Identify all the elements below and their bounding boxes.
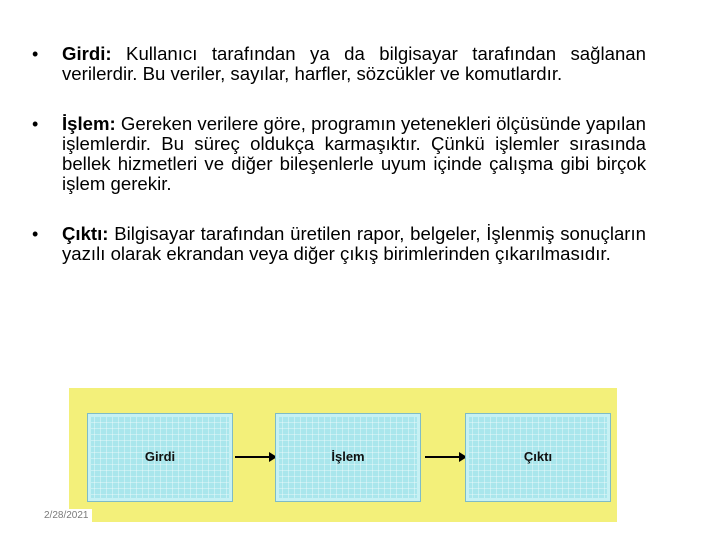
bullet-girdi [32, 44, 646, 84]
text-islem: Gereken verilere göre, programın yetenekleri ölçüsünde yapılan işlemlerdir. Bu süreç oldukça karmaşıktır. Çünkü işlemler sırasında bellek hizmetleri ve diğer bileşenlerle uyum içinde çalışma gibi birçok işlem gerekir. [62, 113, 646, 194]
bullet-cikti [32, 224, 646, 264]
slide-date: 2/28/2021 [41, 509, 92, 522]
bullet-dot: • [32, 44, 39, 64]
term-cikti: Çıktı: [62, 223, 109, 244]
bullet-list [32, 44, 646, 264]
arrow-islem-to-cikti [425, 456, 465, 458]
text-girdi: Kullanıcı tarafından ya da bilgisayar tarafından sağlanan verilerdir. Bu veriler, sayılar, harfler, sözcükler ve komutlardır. [62, 43, 646, 84]
process-diagram [69, 388, 617, 522]
bullet-islem [32, 114, 646, 194]
bullet-dot: • [32, 114, 39, 134]
text-cikti: Bilgisayar tarafından üretilen rapor, belgeler, İşlenmiş sonuçların yazılı olarak ekrandan veya diğer çıkış birimlerinden çıkarılmasıdır. [62, 223, 646, 264]
diagram-box-cikti [465, 413, 611, 502]
diagram-label-islem: İşlem [331, 449, 365, 464]
bullet-dot: • [32, 224, 39, 244]
arrow-girdi-to-islem [235, 456, 275, 458]
diagram-label-girdi: Girdi [144, 449, 176, 464]
diagram-label-cikti: Çıktı [523, 449, 553, 464]
diagram-box-islem [275, 413, 421, 502]
term-islem: İşlem: [62, 113, 116, 134]
diagram-box-girdi [87, 413, 233, 502]
term-girdi: Girdi: [62, 43, 112, 64]
